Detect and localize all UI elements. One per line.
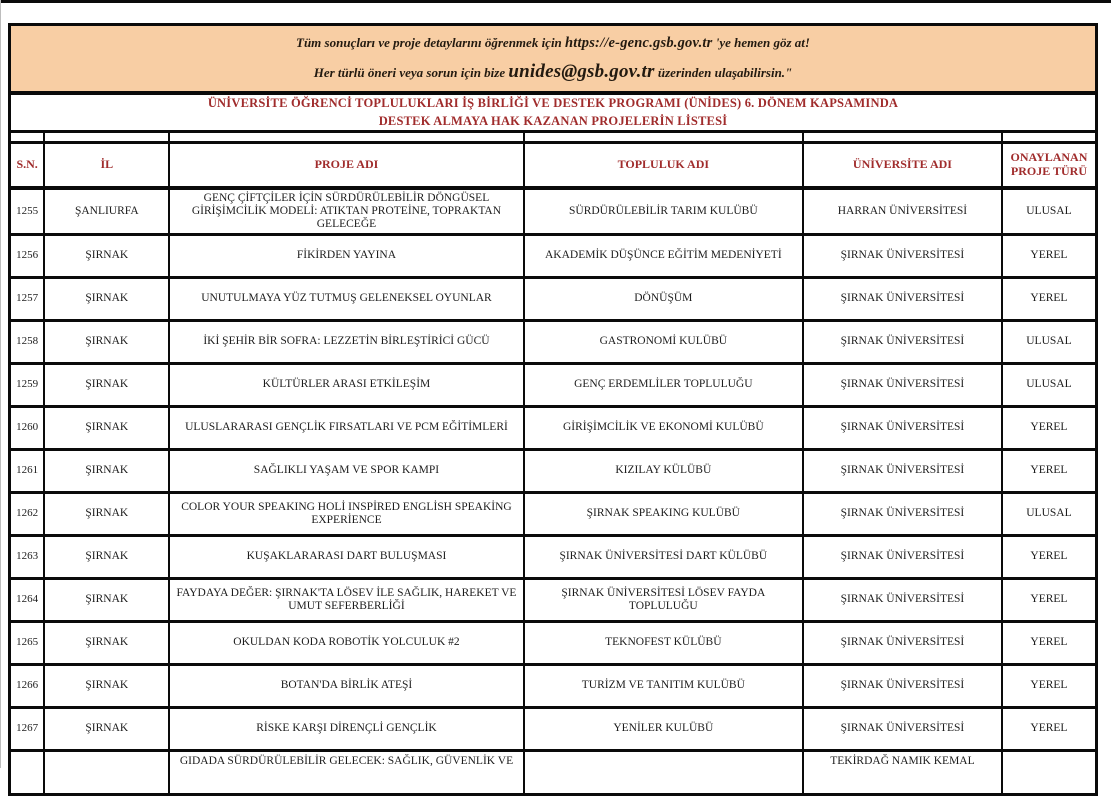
cell-topluluk-adi: GENÇ ERDEMLİLER TOPLULUĞU: [524, 363, 803, 406]
cell-sn: 1258: [10, 320, 45, 363]
title-line-1: ÜNİVERSİTE ÖĞRENCİ TOPLULUKLARI İŞ BİRLİĞİ VE DESTEK PROGRAMI (ÜNİDES) 6. DÖNEM KAPSAMINDA: [207, 96, 899, 110]
cell-topluluk-adi: ŞIRNAK ÜNİVERSİTESİ DART KÜLÜBÜ: [524, 535, 803, 578]
cell-sn: 1256: [10, 234, 45, 277]
cell-proje-turu: YEREL: [1002, 234, 1097, 277]
cell-topluluk-adi: TEKNOFEST KÜLÜBÜ: [524, 621, 803, 664]
cell-proje-turu: YEREL: [1002, 406, 1097, 449]
top-border-rule: [0, 0, 1111, 3]
cell-sn: 1259: [10, 363, 45, 406]
cell-il: ŞIRNAK: [44, 535, 169, 578]
cell-sn: 1266: [10, 664, 45, 707]
banner-line-1: [296, 35, 810, 52]
cell-proje-adi: COLOR YOUR SPEAKING HOLİ INSPİRED ENGLİSH SPEAKİNG EXPERİENCE: [169, 492, 523, 535]
column-header-proje-adi: PROJE ADI: [169, 142, 523, 188]
cell-universite-adi: TEKİRDAĞ NAMIK KEMAL: [803, 750, 1002, 794]
cell-sn: 1261: [10, 449, 45, 492]
partial-row: [10, 750, 1097, 794]
table-row: [10, 535, 1097, 578]
cell-universite-adi: ŞIRNAK ÜNİVERSİTESİ: [803, 406, 1002, 449]
cell-universite-adi: ŞIRNAK ÜNİVERSİTESİ: [803, 363, 1002, 406]
cell-proje-turu: ULUSAL: [1002, 363, 1097, 406]
cell-proje-adi: ULUSLARARASI GENÇLİK FIRSATLARI VE PCM EĞİTİMLERİ: [169, 406, 523, 449]
spacer-cell: [803, 133, 1002, 142]
column-header-topluluk-adi: TOPLULUK ADI: [524, 142, 803, 188]
cell-topluluk-adi: GİRİŞİMCİLİK VE EKONOMİ KULÜBÜ: [524, 406, 803, 449]
cell-proje-turu: YEREL: [1002, 578, 1097, 621]
notice-banner: [8, 23, 1098, 93]
projects-table: [8, 133, 1098, 796]
cell-il: ŞIRNAK: [44, 320, 169, 363]
cell-universite-adi: ŞIRNAK ÜNİVERSİTESİ: [803, 277, 1002, 320]
cell-il: ŞIRNAK: [44, 578, 169, 621]
table-row: [10, 492, 1097, 535]
table-row: [10, 578, 1097, 621]
column-header-proje-turu: ONAYLANAN PROJE TÜRÜ: [1002, 142, 1097, 188]
cell-sn: 1263: [10, 535, 45, 578]
cell-universite-adi: ŞIRNAK ÜNİVERSİTESİ: [803, 621, 1002, 664]
spacer-cell: [44, 133, 169, 142]
column-header-sn: S.N.: [10, 142, 45, 188]
cell-universite-adi: ŞIRNAK ÜNİVERSİTESİ: [803, 707, 1002, 750]
cell-proje-adi: GENÇ ÇİFTÇİLER İÇİN SÜRDÜRÜLEBİLİR DÖNGÜSEL GİRİŞİMCİLİK MODELİ: ATIKTAN PROTEİNE, TOPRAKTAN GELECEĞE: [169, 188, 523, 234]
banner-url: https://e-genc.gsb.gov.tr: [565, 34, 713, 51]
cell-sn: 1257: [10, 277, 45, 320]
column-header-il: İL: [44, 142, 169, 188]
title-line-2: DESTEK ALMAYA HAK KAZANAN PROJELERİN LİSTESİ: [378, 114, 728, 128]
cell-proje-adi: SAĞLIKLI YAŞAM VE SPOR KAMPI: [169, 449, 523, 492]
cell-il: ŞIRNAK: [44, 449, 169, 492]
spacer-row: [10, 133, 1097, 142]
cell-proje-turu: YEREL: [1002, 535, 1097, 578]
banner-line-2: [314, 61, 793, 83]
table-row: [10, 277, 1097, 320]
cell-universite-adi: ŞIRNAK ÜNİVERSİTESİ: [803, 492, 1002, 535]
cell-universite-adi: ŞIRNAK ÜNİVERSİTESİ: [803, 578, 1002, 621]
cell-topluluk-adi: KIZILAY KÜLÜBÜ: [524, 449, 803, 492]
cell-proje-adi: FİKİRDEN YAYINA: [169, 234, 523, 277]
cell-universite-adi: ŞIRNAK ÜNİVERSİTESİ: [803, 664, 1002, 707]
cell-proje-adi: İKİ ŞEHİR BİR SOFRA: LEZZETİN BİRLEŞTİRİCİ GÜCÜ: [169, 320, 523, 363]
cell-proje-turu: [1002, 750, 1097, 794]
cell-proje-turu: YEREL: [1002, 277, 1097, 320]
cell-il: ŞIRNAK: [44, 277, 169, 320]
document-sheet: [8, 23, 1098, 796]
cell-sn: 1262: [10, 492, 45, 535]
cell-topluluk-adi: [524, 750, 803, 794]
banner-line1-suffix: 'ye hemen göz at!: [712, 34, 810, 50]
table-row: [10, 363, 1097, 406]
document-title: [8, 93, 1098, 133]
table-row: [10, 449, 1097, 492]
cell-proje-adi: GIDADA SÜRDÜRÜLEBİLİR GELECEK: SAĞLIK, GÜVENLİK VE: [169, 750, 523, 794]
cell-universite-adi: ŞIRNAK ÜNİVERSİTESİ: [803, 234, 1002, 277]
cell-il: ŞIRNAK: [44, 492, 169, 535]
cell-topluluk-adi: DÖNÜŞÜM: [524, 277, 803, 320]
column-header-universite-adi: ÜNİVERSİTE ADI: [803, 142, 1002, 188]
cell-universite-adi: HARRAN ÜNİVERSİTESİ: [803, 188, 1002, 234]
cell-proje-turu: YEREL: [1002, 664, 1097, 707]
table-header-row: [10, 142, 1097, 188]
cell-il: ŞIRNAK: [44, 363, 169, 406]
cell-topluluk-adi: ŞIRNAK SPEAKING KULÜBÜ: [524, 492, 803, 535]
table-row: [10, 406, 1097, 449]
table-body: [10, 188, 1097, 750]
cell-sn: [10, 750, 45, 794]
cell-topluluk-adi: GASTRONOMİ KULÜBÜ: [524, 320, 803, 363]
left-border-rule: [0, 0, 1, 768]
cell-topluluk-adi: AKADEMİK DÜŞÜNCE EĞİTİM MEDENİYETİ: [524, 234, 803, 277]
table-body-partial: [10, 750, 1097, 794]
cell-topluluk-adi: SÜRDÜRÜLEBİLİR TARIM KULÜBÜ: [524, 188, 803, 234]
table-row: [10, 664, 1097, 707]
cell-proje-adi: BOTAN'DA BİRLİK ATEŞİ: [169, 664, 523, 707]
cell-il: ŞIRNAK: [44, 664, 169, 707]
cell-sn: 1265: [10, 621, 45, 664]
table-row: [10, 621, 1097, 664]
spacer-cell: [10, 133, 45, 142]
table-row: [10, 188, 1097, 234]
cell-sn: 1264: [10, 578, 45, 621]
cell-universite-adi: ŞIRNAK ÜNİVERSİTESİ: [803, 535, 1002, 578]
cell-il: ŞIRNAK: [44, 406, 169, 449]
cell-proje-turu: YEREL: [1002, 707, 1097, 750]
banner-line1-text: Tüm sonuçları ve proje detaylarını öğrenmek için: [296, 34, 566, 50]
spacer-cell: [1002, 133, 1097, 142]
cell-il: [44, 750, 169, 794]
cell-universite-adi: ŞIRNAK ÜNİVERSİTESİ: [803, 449, 1002, 492]
table-row: [10, 320, 1097, 363]
cell-universite-adi: ŞIRNAK ÜNİVERSİTESİ: [803, 320, 1002, 363]
cell-proje-turu: ULUSAL: [1002, 492, 1097, 535]
spacer-cell: [169, 133, 523, 142]
banner-line2-suffix: üzerinden ulaşabilirsin.": [654, 64, 793, 80]
cell-topluluk-adi: ŞIRNAK ÜNİVERSİTESİ LÖSEV FAYDA TOPLULUĞU: [524, 578, 803, 621]
cell-topluluk-adi: TURİZM VE TANITIM KULÜBÜ: [524, 664, 803, 707]
cell-proje-adi: KÜLTÜRLER ARASI ETKİLEŞİM: [169, 363, 523, 406]
cell-proje-adi: FAYDAYA DEĞER: ŞIRNAK'TA LÖSEV İLE SAĞLIK, HAREKET VE UMUT SEFERBERLİĞİ: [169, 578, 523, 621]
spacer-cell: [524, 133, 803, 142]
cell-il: ŞIRNAK: [44, 707, 169, 750]
cell-proje-turu: YEREL: [1002, 449, 1097, 492]
cell-proje-turu: ULUSAL: [1002, 188, 1097, 234]
cell-sn: 1255: [10, 188, 45, 234]
cell-sn: 1260: [10, 406, 45, 449]
cell-il: ŞIRNAK: [44, 621, 169, 664]
banner-line2-text: Her türlü öneri veya sorun için bize: [313, 64, 509, 80]
cell-topluluk-adi: YENİLER KULÜBÜ: [524, 707, 803, 750]
cell-proje-turu: YEREL: [1002, 621, 1097, 664]
table-row: [10, 234, 1097, 277]
cell-proje-turu: ULUSAL: [1002, 320, 1097, 363]
cell-sn: 1267: [10, 707, 45, 750]
cell-proje-adi: UNUTULMAYA YÜZ TUTMUŞ GELENEKSEL OYUNLAR: [169, 277, 523, 320]
cell-proje-adi: OKULDAN KODA ROBOTİK YOLCULUK #2: [169, 621, 523, 664]
cell-proje-adi: KUŞAKLARARASI DART BULUŞMASI: [169, 535, 523, 578]
cell-il: ŞANLIURFA: [44, 188, 169, 234]
cell-il: ŞIRNAK: [44, 234, 169, 277]
banner-email: unides@gsb.gov.tr: [508, 60, 655, 82]
cell-proje-adi: RİSKE KARŞI DİRENÇLİ GENÇLİK: [169, 707, 523, 750]
table-row: [10, 707, 1097, 750]
